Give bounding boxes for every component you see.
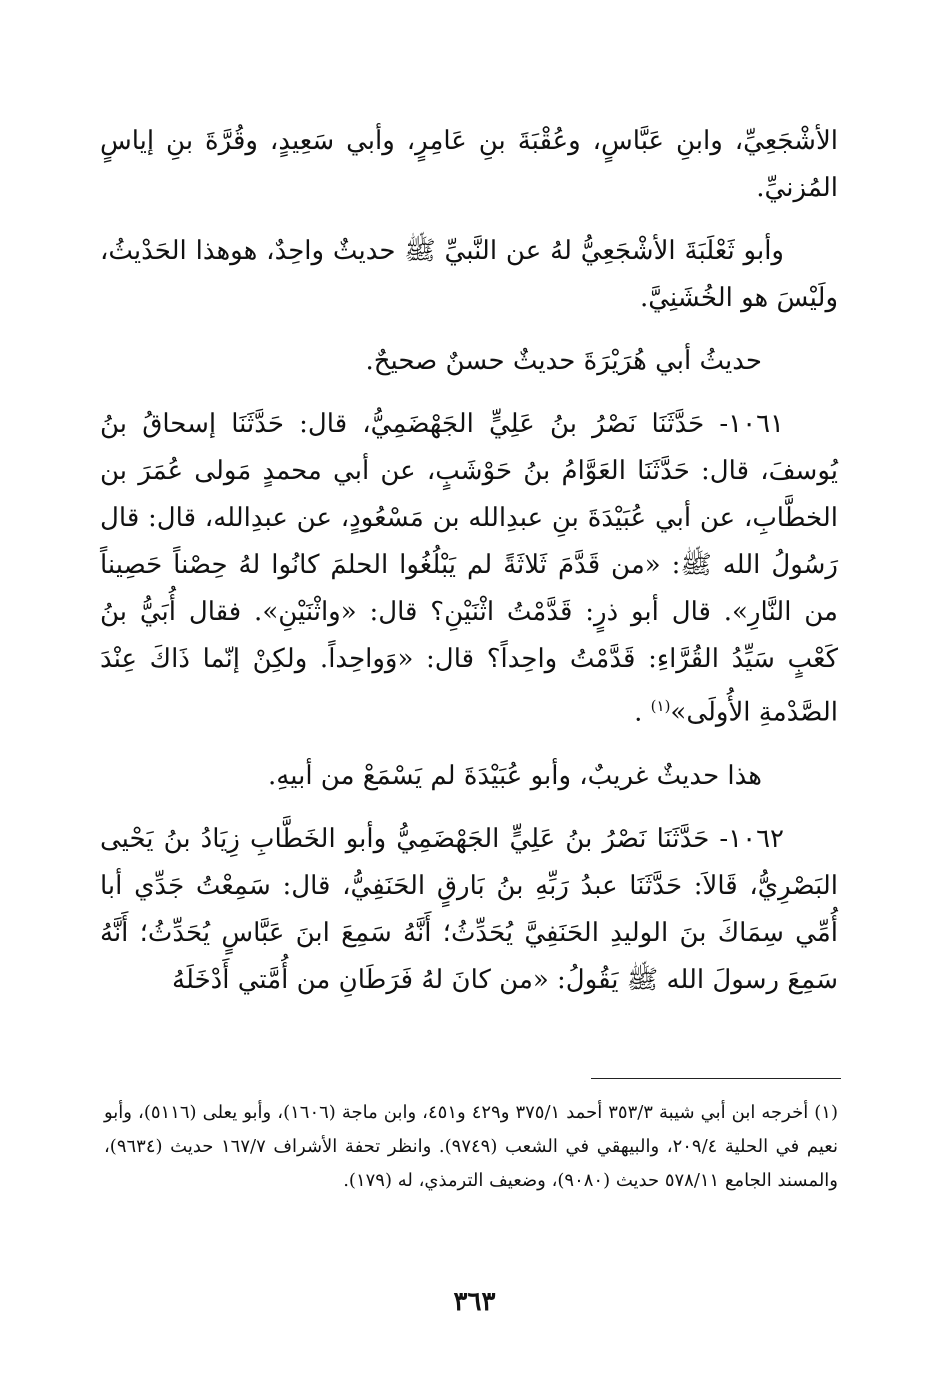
footnote-1: (١) أخرجه ابن أبي شيبة ٣٥٣/٣ أحمد ٣٧٥/١ و٤٢٩ و٤٥١، وابن ماجة (١٦٠٦)، وأبو يعلى (٥١١٦)، وأبو نعيم في الحلية ٢٠٩/٤، والبيهقي في الشعب (٩٧٤٩). وانظر تحفة الأشراف ١٦٧/٧ حديث (٩٦٣٤)، والمسند الجامع ٥٧٨/١١ حديث (٩٠٨٠)، وضعيف الترمذي، له (١٧٩). bbox=[104, 1102, 838, 1191]
footnote-reference-mark[interactable]: (١) bbox=[650, 697, 671, 715]
footnote-divider bbox=[591, 1078, 841, 1079]
paragraph-hadith-1061 bbox=[100, 401, 838, 737]
footnotes-section bbox=[104, 1096, 838, 1198]
paragraph-hadith-1062: ١٠٦٢- حَدَّثَنَا نَصْرُ بنُ عَلِيٍّ الجَهْضَمِيُّ وأبو الخَطَّابِ زِيَادُ بنُ يَحْيى البَصْرِيُّ، قَالاَ: حَدَّثَنَا عبدُ رَبِّهِ بنُ بَارقٍ الحَنَفِيُّ، قال: سَمِعْتُ جَدِّي أبا أُمِّي سِمَاكَ بنَ الوليدِ الحَنَفِيَّ يُحَدِّثُ؛ أَنَّهُ سَمِعَ ابنَ عَبَّاسٍ يُحَدِّثُ؛ أَنَّهُ سَمِعَ رسولَ الله ﷺ يَقُولُ: «من كانَ لهُ فَرَطَانِ من أُمَّتي أَدْخَلَهُ bbox=[100, 823, 838, 995]
paragraph-abu-thalaba-note: وأبو ثَعْلَبَةَ الأشْجَعِيُّ لهُ عن النَّبيِّ ﷺ حديثٌ واحِدٌ، هوهذا الحَدْيثُ، ولَيْسَ هو الخُشَنِيَّ. bbox=[100, 236, 838, 313]
hadith-1061-text: ١٠٦١- حَدَّثَنَا نَصْرُ بنُ عَلِيٍّ الجَهْضَمِيُّ، قال: حَدَّثَنَا إسحاقُ بنُ يُوسفَ، قال: حَدَّثَنَا العَوَّامُ بنُ حَوْشَبٍ، عن أبي محمدٍ مَولى عُمَرَ بن الخطَّابِ، عن أبي عُبَيْدَةَ بنِ عبدِالله بن مَسْعُودٍ، عن عبدِالله، قال: قال رَسُولُ الله ﷺ: «من قَدَّمَ ثَلاثَةً لم يَبْلُغُوا الحلمَ كانُوا لهُ حِصْناً حَصِيناً من النَّارِ». قال أبو ذرٍ: قَدَّمْتُ اثْنَيْنِ؟ قال: «واثْنَيْنِ». فقال أُبَيُّ بنُ كَعْبٍ سَيِّدُ القُرَّاءِ: قَدَّمْتُ واحِداً؟ قال: «وَواحِداً. ولكِنْ إنّما ذَاكَ عِنْدَ الصَّدْمةِ الأُولَى» bbox=[100, 409, 838, 728]
paragraph-hadith-comment: هذا حديثٌ غريبٌ، وأبو عُبَيْدَةَ لم يَسْمَعْ من أبيهِ. bbox=[268, 760, 762, 791]
paragraph-hadith-grade: حديثُ أبي هُرَيْرَةَ حديثٌ حسنٌ صحيحٌ. bbox=[365, 346, 762, 376]
hadith-1061-end: . bbox=[634, 697, 643, 728]
page-number: ٣٦٣ bbox=[453, 1287, 496, 1317]
main-text bbox=[100, 118, 838, 1020]
paragraph-narrators-continued: الأشْجَعِيِّ، وابنِ عَبَّاسٍ، وعُقْبَةَ بنِ عَامِرٍ، وأبي سَعِيدٍ، وقُرَّةَ بنِ إياسٍ المُزنيِّ. bbox=[100, 126, 838, 203]
